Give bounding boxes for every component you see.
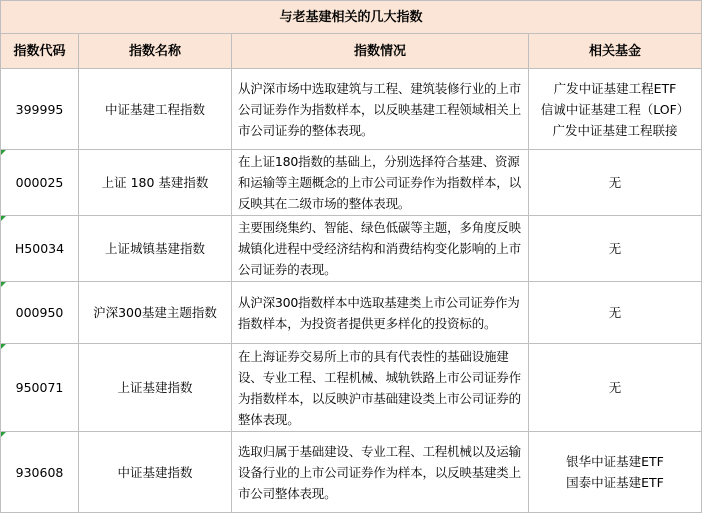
index-code-cell: [1, 216, 79, 282]
comment-marker-icon: [1, 216, 6, 221]
header-funds: 相关基金: [529, 34, 702, 69]
related-funds: 无: [529, 344, 702, 432]
index-name: 中证基建工程指数: [79, 69, 232, 150]
index-description: 在上海证券交易所上市的具有代表性的基础设施建设、专业工程、工程机械、城轨铁路上市公司证券作为指数样本，以反映沪市基础建设类上市公司证券的整体表现。: [232, 344, 529, 432]
index-description: 选取归属于基础建设、专业工程、工程机械以及运输设备行业的上市公司证券作为样本，以反映基建类上市公司整体表现。: [232, 432, 529, 513]
index-code: 930608: [15, 464, 64, 480]
related-funds: [529, 69, 702, 150]
related-funds: 无: [529, 216, 702, 282]
comment-marker-icon: [1, 432, 6, 437]
table-row: [1, 282, 702, 344]
index-description: 从沪深300指数样本中选取基建类上市公司证券作为指数样本，为投资者提供更多样化的投资标的。: [232, 282, 529, 344]
related-funds: 无: [529, 150, 702, 216]
header-code: 指数代码: [1, 34, 79, 69]
index-description: 从沪深市场中选取建筑与工程、建筑装修行业的上市公司证券作为指数样本，以反映基建工程领域相关上市公司证券的整体表现。: [232, 69, 529, 150]
fund-name: 银华中证基建ETF: [566, 454, 664, 469]
fund-name: 信诚中证基建工程（LOF）: [540, 101, 690, 117]
table-row: [1, 150, 702, 216]
header-name: 指数名称: [79, 34, 232, 69]
index-name: 沪深300基建主题指数: [79, 282, 232, 344]
index-code: 000950: [15, 305, 64, 320]
index-code-cell: [1, 282, 79, 344]
index-code-cell: [1, 150, 79, 216]
fund-name: 广发中证基建工程ETF: [553, 80, 677, 96]
index-name: 上证基建指数: [79, 344, 232, 432]
index-name: 上证城镇基建指数: [79, 216, 232, 282]
index-code-cell: [1, 344, 79, 432]
comment-marker-icon: [1, 344, 6, 349]
index-code: 950071: [15, 380, 64, 395]
index-name: 上证 180 基建指数: [79, 150, 232, 216]
index-code: H50034: [14, 241, 65, 256]
table-row: [1, 69, 702, 150]
index-name: 中证基建指数: [79, 432, 232, 513]
index-description: 在上证180指数的基础上，分别选择符合基建、资源和运输等主题概念的上市公司证券作为指数样本，以反映其在二级市场的整体表现。: [232, 150, 529, 216]
index-code-cell: [1, 432, 79, 513]
table-row: [1, 432, 702, 513]
table-row: [1, 344, 702, 432]
table-row: [1, 216, 702, 282]
fund-name: 国泰中证基建ETF: [566, 475, 664, 490]
index-code: 399995: [1, 69, 79, 150]
comment-marker-icon: [1, 282, 6, 287]
comment-marker-icon: [1, 150, 6, 155]
header-description: 指数情况: [232, 34, 529, 69]
fund-name: 广发中证基建工程联接: [552, 122, 678, 138]
related-funds: 无: [529, 282, 702, 344]
table-title: 与老基建相关的几大指数: [1, 1, 702, 34]
index-description: 主要围绕集约、智能、绿色低碳等主题，多角度反映城镇化进程中受经济结构和消费结构变化影响的上市公司证券的表现。: [232, 216, 529, 282]
index-code: 000025: [15, 175, 64, 190]
related-funds: [529, 432, 702, 513]
